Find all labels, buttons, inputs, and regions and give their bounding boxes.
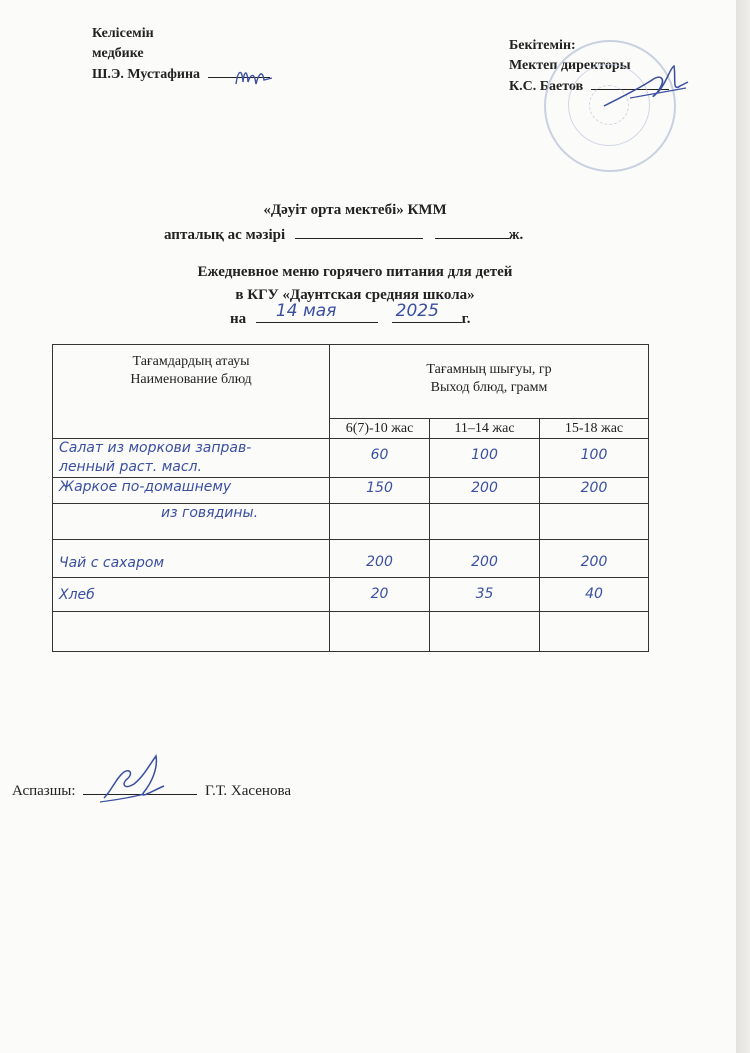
table-row [53,578,649,612]
value-age-2: 200 [471,554,498,570]
week-blank-line [295,225,423,239]
yield-header-kz: Тағамның шығуы, гр [426,362,552,377]
value-age-1: 60 [370,447,389,463]
dish-name-line2: ленный раст. масл. [59,459,202,475]
value-age-3: 40 [585,586,603,602]
title-line1: «Дәуіт орта мектебі» КММ [263,202,447,218]
value-age-1: 20 [370,586,389,602]
dish-name-header-kz: Тағамдардың атауы [132,354,250,369]
table-row [53,612,649,652]
date-suffix: г. [461,311,471,327]
cook-label: Аспазшы: [12,783,76,799]
title-line3: Ежедневное меню горячего питания для детей [197,264,513,280]
title-line4: в КГУ «Даунтская средняя школа» [235,287,475,303]
table-header-row [53,345,649,419]
cook-signature [94,750,174,810]
approval-left-line2: медбике [92,46,144,61]
value-age-3: 200 [580,480,608,496]
yield-header-ru: Выход блюд, грамм [430,380,548,395]
dish-cell [53,478,330,504]
date-line [256,301,378,323]
date-prefix: на [230,311,247,327]
dish-name-line1: Чай с сахаром [59,555,165,571]
page-edge [736,0,750,1053]
handwritten-year: 2025 [395,301,439,321]
dish-name-line1: Салат из моркови заправ- [59,440,252,456]
dish-name-header-ru: Наименование блюд [130,372,252,387]
dish-cell [53,578,330,612]
age-group-3: 15-18 жас [540,419,649,439]
yield-header [330,345,649,419]
value-age-2: 35 [475,586,494,602]
approval-right-line2: Мектеп директоры [509,58,631,73]
director-name: К.С. Баетов [509,79,584,94]
nurse-signature [228,62,278,92]
dish-name-line1: Хлеб [59,587,95,603]
cook-name: Г.Т. Хасенова [205,783,291,799]
dish-name-line1: Жаркое по-домашнему [59,479,232,495]
value-age-3: 100 [580,447,608,463]
value-age-1: 150 [366,480,393,496]
year-blank-line [435,225,509,239]
age-group-1: 6(7)-10 жас [330,419,430,439]
table-row [53,540,649,578]
value-age-3: 200 [580,554,608,570]
dish-cell [53,504,330,540]
dish-cell [53,540,330,578]
table-row [53,439,649,478]
value-age-1: 200 [366,554,393,570]
menu-table [52,344,649,652]
dish-name-line2: из говядины. [161,505,259,521]
value-age-2: 200 [471,480,498,496]
table-row [53,504,649,540]
approval-left-line1: Келісемін [92,26,154,41]
table-row [53,478,649,504]
handwritten-date: 14 мая [275,301,337,321]
director-signature [600,58,692,116]
weekly-menu-label: апталық ас мәзірі [164,227,286,243]
dish-name-header [53,345,330,439]
title-line5 [230,301,471,328]
age-group-2: 11–14 жас [430,419,540,439]
approval-right-line1: Бекітемін: [509,38,576,53]
year-line [392,301,462,323]
nurse-name: Ш.Э. Мустафина [92,67,201,82]
dish-cell [53,439,330,478]
value-age-2: 100 [471,447,498,463]
year-suffix: ж. [508,227,524,243]
title-line2 [164,225,523,244]
